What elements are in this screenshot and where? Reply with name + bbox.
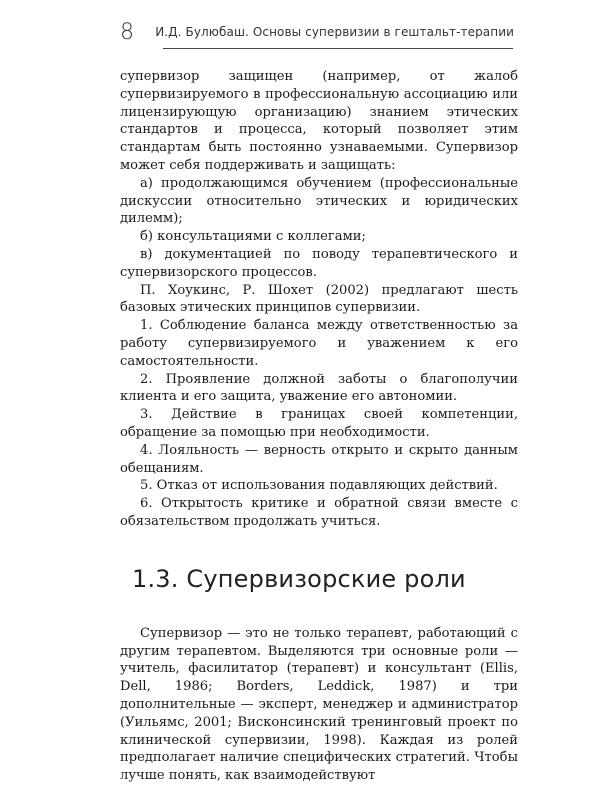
- page-body: [120, 68, 518, 785]
- paragraph: Супервизор — это не только терапевт, работающий с другим терапевтом. Выделяются три основные роли — учитель, фасилитатор (терапевт) и консультант (Ellis, Dell, 1986; Borders, Leddick, 1987) и три дополнительные — эксперт, менеджер и администратор (Уильямс, 2001; Висконсинский тренинговый проект по клинической супервизии, 1998). Каждая из ролей предполагает наличие специфических стратегий. Чтобы лучше понять, как взаимодействуют: [120, 625, 518, 784]
- list-item-c: в) документацией по поводу терапевтического и супервизорского процессов.: [120, 246, 518, 280]
- running-header: [0, 0, 600, 60]
- running-title: И.Д. Булюбаш. Основы супервизии в гештальт-терапии: [155, 25, 514, 39]
- principle-3: 3. Действие в границах своей компетенции, обращение за помощью при необходимости.: [120, 407, 518, 440]
- list-item-b: б) консультациями с коллегами;: [140, 229, 366, 245]
- section-heading: 1.3. Супервизорские роли: [132, 564, 466, 593]
- principle-6: 6. Открытость критике и обратной связи вместе с обязательством продолжать учиться.: [120, 496, 518, 529]
- paragraph: супервизор защищен (например, от жалоб супервизируемого в профессиональную ассоциацию или лицензирующую организацию) знанием этических стандартов и процесса, который позволяет этим стандартам быть постоянно узнаваемыми. Супервизор может себя поддерживать и защищать:: [120, 69, 518, 173]
- principle-4: 4. Лояльность — верность открыто и скрыто данным обещаниям.: [120, 442, 518, 476]
- principle-5: 5. Отказ от использования подавляющих действий.: [140, 478, 498, 494]
- list-item-a: а) продолжающимся обучением (профессиональные дискуссии относительно этических и юридических дилемм);: [120, 175, 518, 227]
- paragraph: П. Хоукинс, Р. Шохет (2002) предлагают шесть базовых этических принципов супервизии.: [120, 282, 518, 316]
- header-rule: [163, 48, 513, 49]
- principle-2: 2. Проявление должной заботы о благополучии клиента и его защита, уважение его автономии.: [120, 371, 518, 405]
- page-number: 8: [120, 20, 134, 45]
- principle-1: 1. Соблюдение баланса между ответственностью за работу супервизируемого и уважением к его самостоятельности.: [120, 318, 518, 369]
